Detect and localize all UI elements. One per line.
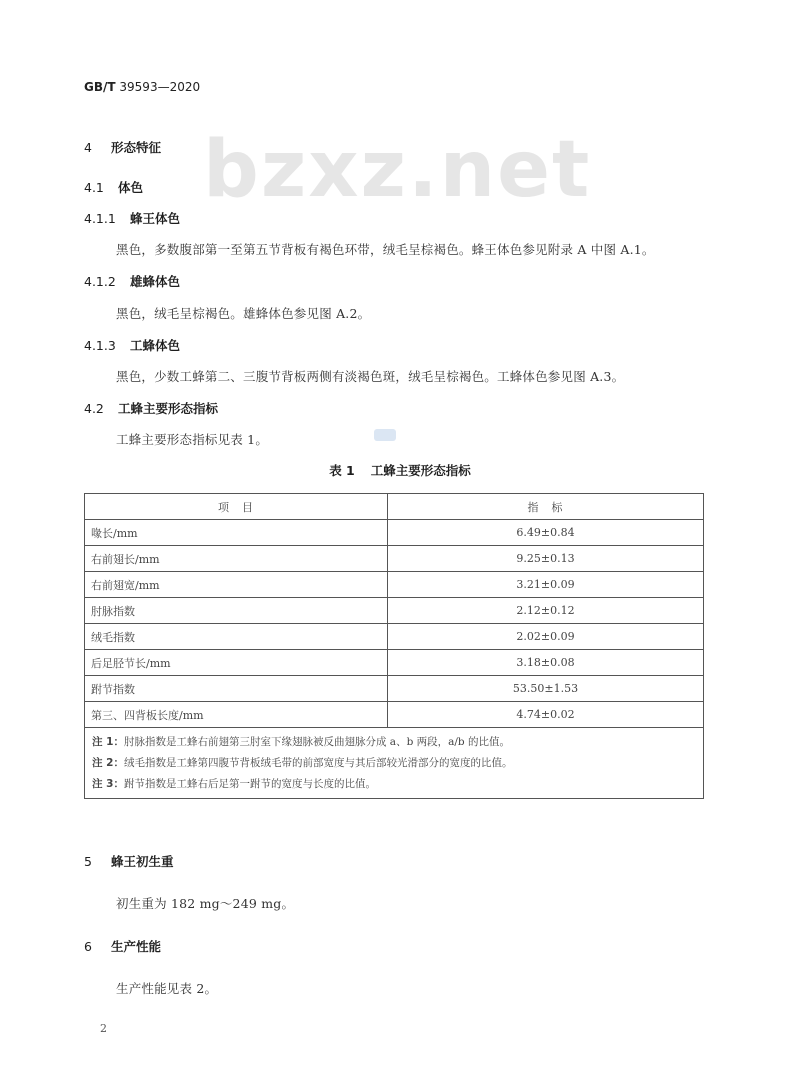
section-title: 工蜂主要形态指标 — [118, 401, 219, 416]
section-number: 5 — [84, 854, 92, 869]
table-cell-item: 绒毛指数 — [85, 624, 388, 650]
table-cell-value: 3.21±0.09 — [388, 572, 704, 598]
table-header-value: 指 标 — [388, 494, 704, 520]
table-cell-value: 4.74±0.02 — [388, 702, 704, 728]
note-text: 绒毛指数是工蜂第四腹节背板绒毛带的前部宽度与其后部较光滑部分的宽度的比值。 — [123, 756, 513, 769]
section-6-heading — [84, 937, 161, 955]
table-row — [85, 520, 704, 546]
section-5-text: 初生重为 182 mg～249 mg。 — [116, 896, 295, 911]
section-4-1-2-heading — [84, 272, 180, 290]
table-row — [85, 572, 704, 598]
table-row — [85, 546, 704, 572]
section-title: 雄蜂体色 — [130, 274, 181, 289]
section-4-1-1-text: 黑色，多数腹部第一至第五节背板有褐色环带，绒毛呈棕褐色。蜂王体色参见附录 A 中图 A.1。 — [116, 242, 655, 257]
table-cell-value: 9.25±0.13 — [388, 546, 704, 572]
table-row — [85, 650, 704, 676]
table-cell-value: 6.49±0.84 — [388, 520, 704, 546]
section-4-2-heading — [84, 399, 218, 417]
table-row — [85, 598, 704, 624]
section-number: 4 — [84, 140, 92, 155]
table-caption-title: 工蜂主要形态指标 — [370, 463, 471, 478]
table-notes-row — [85, 728, 704, 799]
table-cell-item: 跗节指数 — [85, 676, 388, 702]
table-header-row — [85, 494, 704, 520]
table-cell-item: 第三、四背板长度/mm — [85, 702, 388, 728]
table-note-2 — [92, 753, 696, 774]
table-note-1 — [92, 732, 696, 753]
table-cell-item: 喙长/mm — [85, 520, 388, 546]
standard-number — [84, 80, 200, 94]
section-title: 工蜂体色 — [130, 338, 181, 353]
table-row — [85, 624, 704, 650]
table-header-item: 项 目 — [85, 494, 388, 520]
table-row — [85, 702, 704, 728]
section-5-heading — [84, 852, 174, 870]
section-4-1-heading — [84, 178, 143, 196]
watermark: bzxz.net — [203, 125, 592, 215]
table-cell-item: 后足胫节长/mm — [85, 650, 388, 676]
table-cell-item: 肘脉指数 — [85, 598, 388, 624]
section-4-1-3-heading — [84, 336, 180, 354]
table-cell-value: 53.50±1.53 — [388, 676, 704, 702]
table-cell-value: 3.18±0.08 — [388, 650, 704, 676]
section-4-heading — [84, 138, 161, 156]
section-number: 4.1 — [84, 180, 104, 195]
section-4-1-3-text: 黑色，少数工蜂第二、三腹节背板两侧有淡褐色斑，绒毛呈棕褐色。工蜂体色参见图 A.3。 — [116, 369, 625, 384]
note-label: 注 1： — [92, 735, 124, 748]
note-label: 注 3： — [92, 777, 124, 790]
section-title: 形态特征 — [111, 140, 162, 155]
standard-prefix: GB/T — [84, 80, 116, 94]
table-note-3 — [92, 774, 696, 795]
table-cell-item: 右前翅宽/mm — [85, 572, 388, 598]
table-row — [85, 676, 704, 702]
table-cell-value: 2.02±0.09 — [388, 624, 704, 650]
section-number: 6 — [84, 939, 92, 954]
section-title: 生产性能 — [111, 939, 162, 954]
section-4-1-2-text: 黑色，绒毛呈棕褐色。雄蜂体色参见图 A.2。 — [116, 306, 371, 321]
section-6-text: 生产性能见表 2。 — [116, 981, 218, 996]
section-title: 蜂王初生重 — [111, 854, 174, 869]
note-text: 肘脉指数是工蜂右前翅第三肘室下缘翅脉被反曲翅脉分成 a、b 两段，a/b 的比值。 — [123, 735, 510, 748]
table-cell-item: 右前翅长/mm — [85, 546, 388, 572]
table-notes — [85, 728, 704, 799]
morphology-table — [84, 493, 704, 799]
section-number: 4.1.1 — [84, 211, 116, 226]
table-cell-value: 2.12±0.12 — [388, 598, 704, 624]
section-title: 蜂王体色 — [130, 211, 181, 226]
page-number: 2 — [100, 1022, 107, 1035]
standard-code: 39593—2020 — [119, 80, 201, 94]
section-number: 4.1.3 — [84, 338, 116, 353]
watermark-logo — [374, 429, 396, 441]
table-caption — [0, 461, 800, 479]
section-4-1-1-heading — [84, 209, 180, 227]
section-number: 4.2 — [84, 401, 104, 416]
section-4-2-text: 工蜂主要形态指标见表 1。 — [116, 432, 269, 447]
section-number: 4.1.2 — [84, 274, 116, 289]
table-caption-number: 表 1 — [329, 463, 355, 478]
note-label: 注 2： — [92, 756, 124, 769]
section-title: 体色 — [118, 180, 144, 195]
note-text: 跗节指数是工蜂右后足第一跗节的宽度与长度的比值。 — [123, 777, 376, 790]
